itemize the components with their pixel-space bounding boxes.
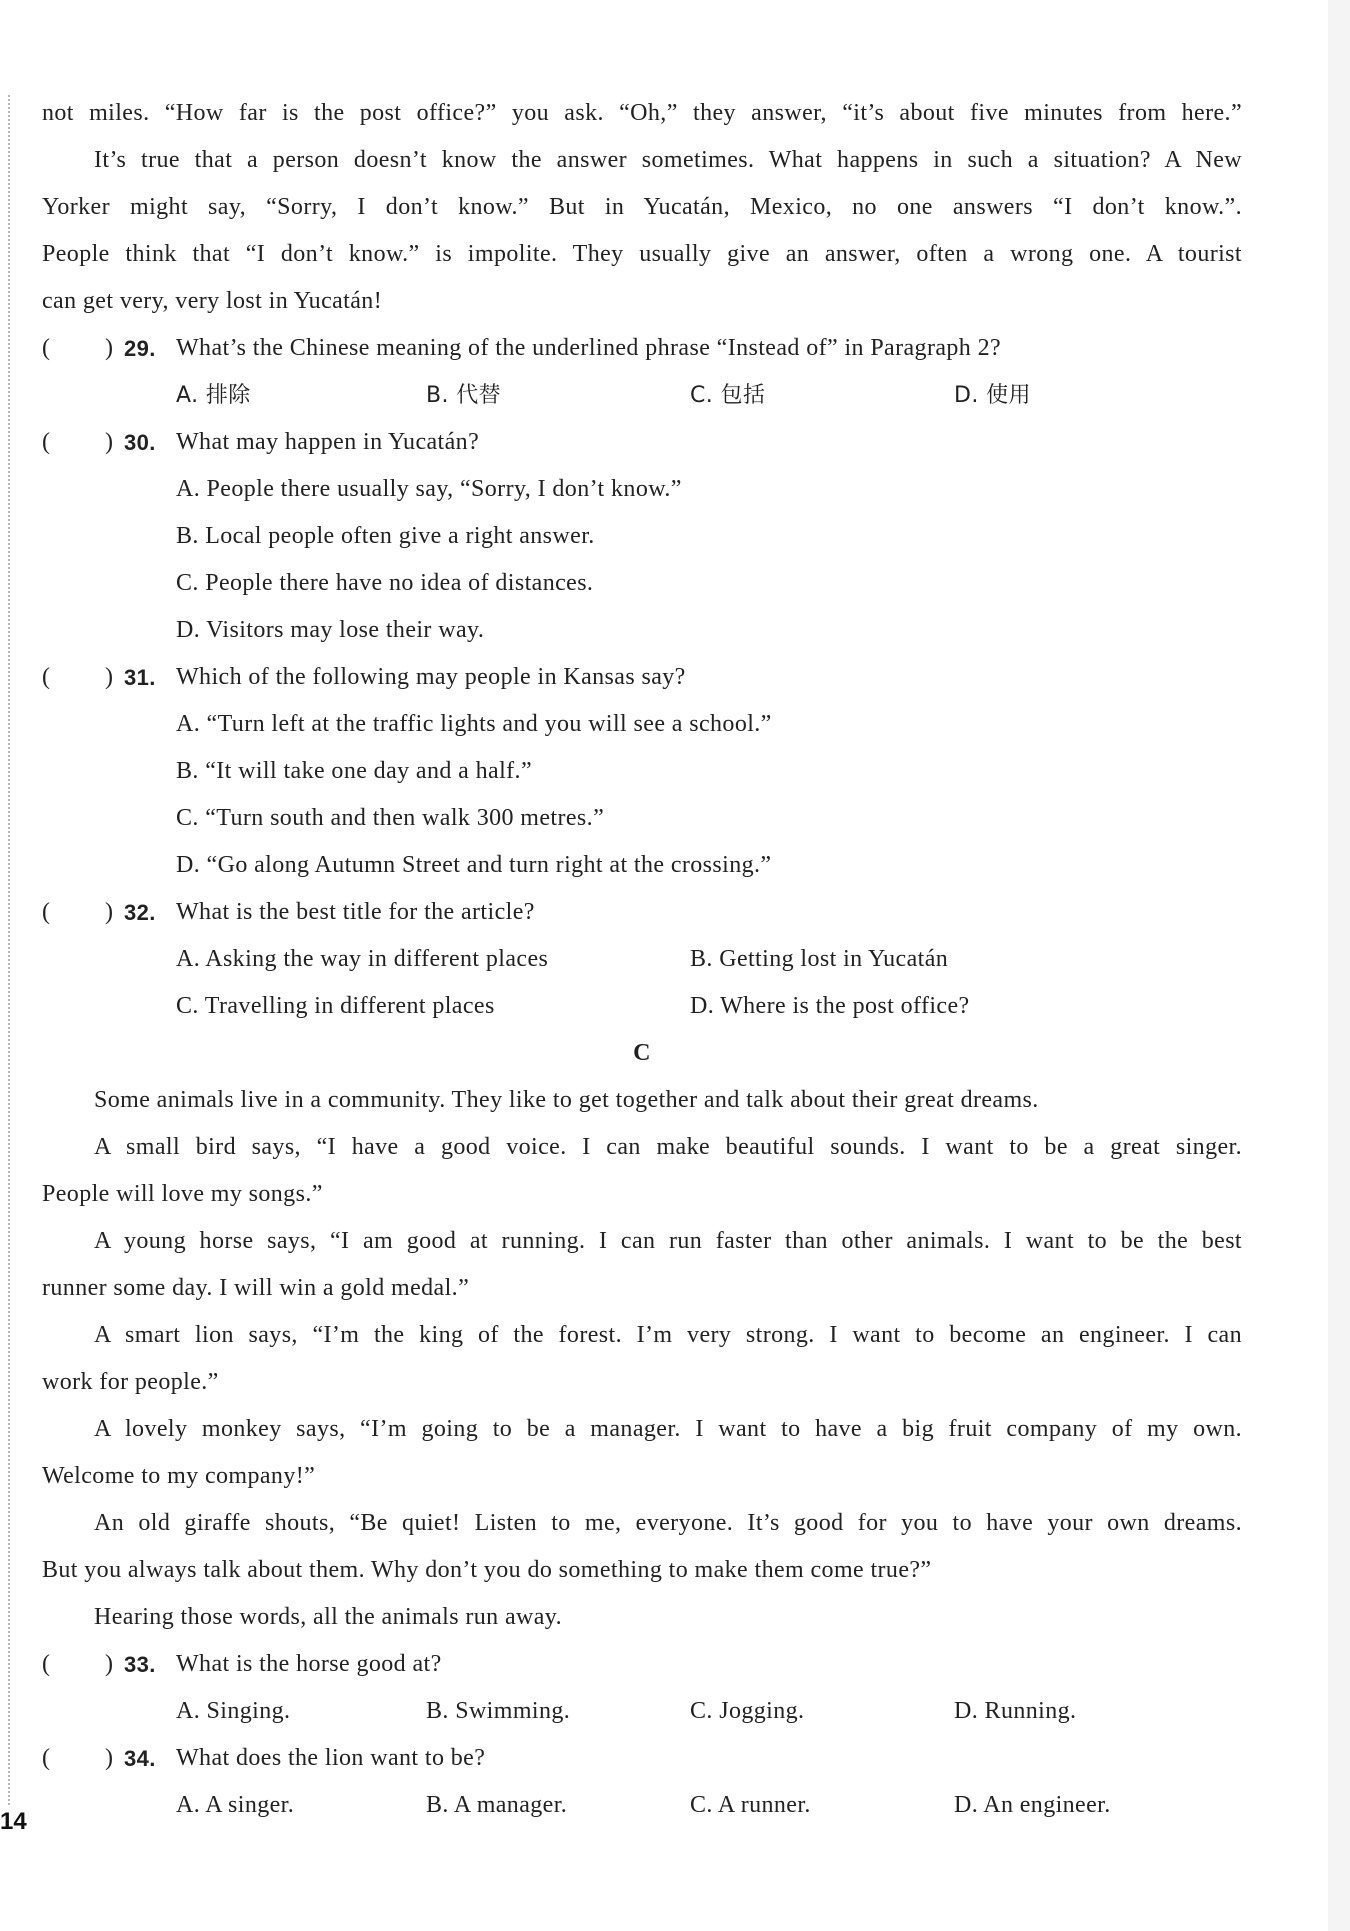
- question-text: What is the best title for the article?: [176, 899, 535, 925]
- question-30: [42, 419, 1242, 466]
- option-a: A. “Turn left at the traffic lights and you will see a school.”: [176, 711, 772, 737]
- passage-text-line: Hearing those words, all the animals run away.: [94, 1604, 563, 1630]
- option-b: B. A manager.: [426, 1792, 568, 1818]
- question-number: 32.: [124, 900, 156, 925]
- question-34-options: [42, 1782, 1242, 1829]
- option-a: A. Asking the way in different places: [176, 946, 549, 972]
- option-d: D. An engineer.: [954, 1792, 1111, 1818]
- option-a: A. Singing.: [176, 1698, 291, 1724]
- passage-text-line: An old giraffe shouts, “Be quiet! Listen to me, everyone. It’s good for you to have your own dreams.: [94, 1510, 1242, 1536]
- answer-blank-close: ): [105, 1651, 114, 1677]
- answer-blank-open[interactable]: (: [42, 664, 51, 690]
- option-c: C. “Turn south and then walk 300 metres.”: [176, 805, 605, 831]
- option-c: C. Travelling in different places: [176, 993, 495, 1019]
- option-b: B. Getting lost in Yucatán: [690, 946, 949, 972]
- passage-text-line: But you always talk about them. Why don’t you do something to make them come true?”: [42, 1557, 932, 1583]
- passage-text-line: A smart lion says, “I’m the king of the forest. I’m very strong. I want to become an engineer. I can: [94, 1322, 1242, 1348]
- option-d: D. 使用: [954, 383, 1031, 408]
- option-c: C. A runner.: [690, 1792, 811, 1818]
- answer-blank-open[interactable]: (: [42, 1745, 51, 1771]
- section-heading: C: [633, 1040, 651, 1066]
- answer-blank-close: ): [105, 429, 114, 455]
- answer-blank-close: ): [105, 335, 114, 361]
- answer-blank-open[interactable]: (: [42, 429, 51, 455]
- question-text: What is the horse good at?: [176, 1651, 442, 1677]
- question-text: What may happen in Yucatán?: [176, 429, 480, 455]
- passage-text-line: Some animals live in a community. They like to get together and talk about their great dreams.: [94, 1087, 1039, 1113]
- question-number: 29.: [124, 336, 156, 361]
- question-29: [42, 325, 1242, 372]
- question-text: What’s the Chinese meaning of the underlined phrase “Instead of” in Paragraph 2?: [176, 335, 1002, 361]
- option-b: B. Local people often give a right answer.: [176, 523, 595, 549]
- option-a: A. People there usually say, “Sorry, I don’t know.”: [176, 476, 682, 502]
- answer-blank-close: ): [105, 1745, 114, 1771]
- question-33: [42, 1641, 1242, 1688]
- passage-text-line: A small bird says, “I have a good voice. I can make beautiful sounds. I want to be a great singer.: [94, 1134, 1242, 1160]
- question-32-options-row-1: [42, 936, 1242, 983]
- question-text: What does the lion want to be?: [176, 1745, 486, 1771]
- question-number: 30.: [124, 430, 156, 455]
- question-31: [42, 654, 1242, 701]
- option-d: D. Visitors may lose their way.: [176, 617, 485, 643]
- passage-text-line: runner some day. I will win a gold medal.”: [42, 1275, 470, 1301]
- option-c: C. 包括: [690, 383, 766, 408]
- option-d: D. Where is the post office?: [690, 993, 970, 1019]
- passage-text-line: Welcome to my company!”: [42, 1463, 316, 1489]
- question-33-options: [42, 1688, 1242, 1735]
- answer-blank-close: ): [105, 664, 114, 690]
- option-c: C. Jogging.: [690, 1698, 805, 1724]
- option-a: A. 排除: [176, 383, 251, 408]
- question-text: Which of the following may people in Kansas say?: [176, 664, 686, 690]
- page-number: 14: [0, 1808, 27, 1835]
- option-b: B. 代替: [426, 383, 502, 408]
- passage-text-line: It’s true that a person doesn’t know the answer sometimes. What happens in such a situation? A New: [94, 147, 1242, 173]
- question-29-options: [42, 372, 1242, 419]
- question-32-options-row-2: [42, 983, 1242, 1030]
- page-content: [42, 90, 1242, 1829]
- binding-margin-rule: [8, 95, 10, 1805]
- answer-blank-open[interactable]: (: [42, 899, 51, 925]
- option-d: D. Running.: [954, 1698, 1077, 1724]
- passage-text-line: People think that “I don’t know.” is impolite. They usually give an answer, often a wrong one. A tourist: [42, 241, 1242, 267]
- option-b: B. “It will take one day and a half.”: [176, 758, 533, 784]
- passage-text-line: work for people.”: [42, 1369, 219, 1395]
- answer-blank-open[interactable]: (: [42, 335, 51, 361]
- question-number: 31.: [124, 665, 156, 690]
- passage-text-line: not miles. “How far is the post office?” you ask. “Oh,” they answer, “it’s about five minutes from here.”: [42, 100, 1242, 126]
- question-number: 33.: [124, 1652, 156, 1677]
- question-number: 34.: [124, 1746, 156, 1771]
- question-34: [42, 1735, 1242, 1782]
- passage-text-line: People will love my songs.”: [42, 1181, 323, 1207]
- passage-text-line: A young horse says, “I am good at running. I can run faster than other animals. I want to be the best: [94, 1228, 1242, 1254]
- passage-text-line: Yorker might say, “Sorry, I don’t know.” But in Yucatán, Mexico, no one answers “I don’t know.”.: [42, 194, 1242, 220]
- option-c: C. People there have no idea of distances.: [176, 570, 594, 596]
- option-d: D. “Go along Autumn Street and turn right at the crossing.”: [176, 852, 772, 878]
- passage-text-line: A lovely monkey says, “I’m going to be a manager. I want to have a big fruit company of my own.: [94, 1416, 1242, 1442]
- answer-blank-close: ): [105, 899, 114, 925]
- answer-blank-open[interactable]: (: [42, 1651, 51, 1677]
- question-32: [42, 889, 1242, 936]
- passage-text-line: can get very, very lost in Yucatán!: [42, 288, 383, 314]
- option-b: B. Swimming.: [426, 1698, 571, 1724]
- option-a: A. A singer.: [176, 1792, 295, 1818]
